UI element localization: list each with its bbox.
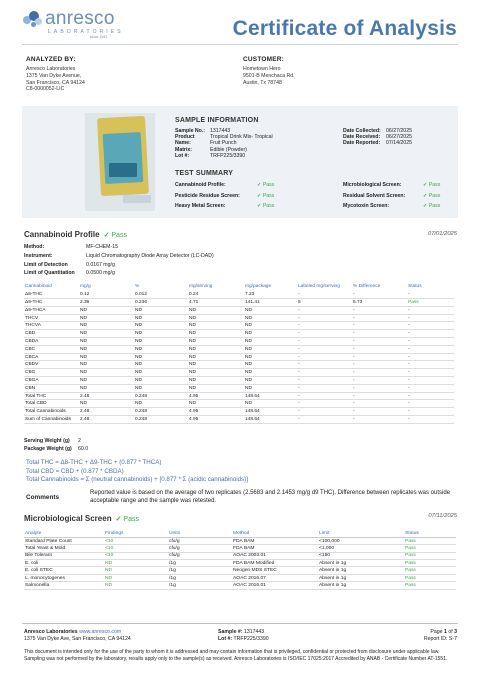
check-icon: ✓: [257, 182, 262, 188]
table-cell: ND: [134, 322, 188, 330]
table-cell: 4.71: [188, 299, 244, 307]
table-cell: -: [407, 392, 454, 400]
table-cell: -: [352, 361, 407, 369]
analyzed-by-label: ANALYZED BY:: [26, 56, 76, 63]
table-cell: ND: [244, 345, 297, 353]
table-cell: ND: [188, 384, 244, 392]
check-icon: ✓: [423, 203, 428, 210]
table-cell: Pass: [404, 537, 456, 544]
table-cell: Δ9-THC: [24, 299, 79, 307]
table-cell: ND: [188, 377, 244, 385]
table-cell: ND: [104, 582, 168, 589]
table-cell: Absent in 1g: [318, 574, 404, 581]
table-cell: -: [407, 306, 454, 314]
table-row: [24, 545, 456, 552]
table-cell: 2.36: [79, 299, 134, 307]
table-cell: -: [297, 369, 352, 377]
table-cell: -: [407, 314, 454, 322]
table-cell: ND: [79, 400, 134, 408]
micro-date: 07/11/2025: [428, 513, 457, 519]
table-cell: Total Cannabinoids: [24, 408, 79, 416]
table-cell: ND: [79, 330, 134, 338]
table-cell: -: [297, 338, 352, 346]
table-cell: -: [352, 314, 407, 322]
customer-address: Hometown Hero 9501-B Menchaca Rd. Austin, Tx 78748: [243, 66, 295, 86]
sample-info-left: Sample No.: 1317443 Product Tropical Drink Mix- Tropical Name: Fruit Punch Matrix: Edible (Powder) Lot #: TRFP225/3390: [175, 128, 273, 159]
disclaimer: This document is intended only for the use of the party to whom it is addressed and may contain information that is privileged, confidential or protected from disclosure under applicable law. Sampling was not performed by the laboratory, results apply only to the sample(s) as received. Anresco Laboratories is ISO/IEC 17025:2017 Accredited by ANAB - Certificate Number AT-1551.: [24, 649, 448, 662]
table-cell: Total THC: [24, 392, 79, 400]
table-cell: -: [297, 400, 352, 408]
table-cell: THCVA: [24, 322, 79, 330]
table-cell: 5: [297, 299, 352, 307]
table-cell: ND: [188, 306, 244, 314]
table-row: [24, 537, 456, 544]
website-link[interactable]: www.anresco.com: [79, 629, 122, 635]
table-cell: ND: [188, 322, 244, 330]
table-cell: Absent in 1g: [318, 567, 404, 574]
table-cell: -: [407, 369, 454, 377]
table-cell: -: [352, 306, 407, 314]
column-header: Units: [168, 530, 232, 537]
table-cell: ND: [188, 330, 244, 338]
table-cell: -: [407, 416, 454, 424]
column-header: Limit: [318, 530, 404, 537]
table-cell: -: [407, 361, 454, 369]
table-cell: /1g: [168, 560, 232, 567]
table-row: [24, 582, 456, 589]
table-cell: L. monocytogenes: [24, 574, 104, 581]
footer-lab: Anresco Laboratories www.anresco.com 1375 Van Dyke Ave, San Francisco, CA 94124: [24, 629, 131, 642]
table-cell: -: [297, 345, 352, 353]
micro-header: [24, 514, 139, 523]
table-cell: ND: [244, 369, 297, 377]
brand-since: since 1943: [90, 35, 108, 39]
table-cell: -: [297, 353, 352, 361]
cannabinoid-header: [24, 230, 127, 239]
table-cell: 148.64: [244, 416, 297, 424]
table-cell: FDA BAM: [232, 537, 318, 544]
table-cell: -: [407, 384, 454, 392]
cannabinoid-status: Pass: [111, 231, 127, 239]
table-cell: ND: [79, 322, 134, 330]
table-cell: -: [352, 416, 407, 424]
table-cell: ND: [244, 314, 297, 322]
table-cell: ND: [104, 560, 168, 567]
document-title: Certificate of Analysis: [232, 17, 457, 40]
customer-label: CUSTOMER:: [243, 56, 285, 63]
table-cell: -: [352, 330, 407, 338]
footer-sample: Sample #: 1317443 Lot #: TRFP225/3390: [218, 629, 269, 642]
cannabinoid-date: 07/01/2025: [427, 231, 457, 237]
table-cell: CBDA: [24, 338, 79, 346]
column-header: Method: [232, 530, 318, 537]
table-cell: ND: [79, 314, 134, 322]
table-cell: ND: [134, 330, 188, 338]
table-cell: ND: [79, 353, 134, 361]
table-cell: -: [352, 384, 407, 392]
table-cell: ND: [104, 574, 168, 581]
table-cell: ND: [244, 377, 297, 385]
footer-page: Page 1 of 3 Report ID: S-7: [423, 629, 457, 642]
table-cell: CBDV: [24, 361, 79, 369]
table-cell: 4.95: [188, 392, 244, 400]
table-row: [24, 322, 454, 330]
table-cell: -: [407, 322, 454, 330]
table-cell: -: [407, 400, 454, 408]
table-cell: ND: [244, 353, 297, 361]
brand-name: anresco: [45, 8, 115, 29]
table-cell: -: [352, 369, 407, 377]
column-header: Analyte: [24, 530, 104, 537]
weights: Serving Weight (g) 2 Package Weight (g) 60.0: [24, 438, 89, 453]
table-cell: 0.248: [134, 392, 188, 400]
table-cell: <1,000: [318, 545, 404, 552]
sample-info-right: Date Collected: 06/27/2025 Date Received: 06/27/2025 Date Reported: 07/14/2025: [343, 128, 412, 147]
table-cell: <10: [104, 552, 168, 559]
table-row: [24, 369, 454, 377]
table-cell: cfu/g: [168, 537, 232, 544]
table-cell: ND: [134, 353, 188, 361]
table-cell: ND: [188, 400, 244, 408]
table-cell: Pass: [404, 545, 456, 552]
table-cell: ND: [134, 384, 188, 392]
test-summary-title: TEST SUMMARY: [175, 170, 234, 177]
table-cell: Pass: [407, 299, 454, 307]
table-cell: CBG: [24, 369, 79, 377]
cannabinoid-title: Cannabinoid Profile: [24, 230, 100, 239]
table-cell: <150: [318, 552, 404, 559]
table-cell: ND: [244, 306, 297, 314]
table-cell: ND: [188, 369, 244, 377]
table-cell: 141.41: [244, 299, 297, 307]
footer-divider: [22, 623, 458, 624]
column-header: mg/package: [245, 284, 272, 290]
table-cell: ND: [188, 353, 244, 361]
table-cell: Pass: [404, 552, 456, 559]
table-cell: -: [297, 291, 352, 299]
column-header: Status: [404, 530, 456, 537]
table-cell: ND: [79, 338, 134, 346]
cannabinoid-meta: Method: MF-CHEM-15 Instrument: Liquid Chromatography Diode Array Detector (LC-DAD) Limit of Detection 0.0167 mg/g Limit of Quantitation 0.0500 mg/g: [24, 244, 214, 277]
column-header: Findings: [104, 530, 168, 537]
table-cell: 2.48: [79, 416, 134, 424]
table-cell: -: [352, 322, 407, 330]
table-cell: ND: [134, 314, 188, 322]
table-row: [24, 567, 456, 574]
table-cell: ND: [104, 567, 168, 574]
product-photo: [85, 113, 155, 211]
table-cell: ND: [134, 400, 188, 408]
table-cell: ND: [79, 345, 134, 353]
micro-header-row: [24, 530, 456, 537]
table-cell: -: [407, 353, 454, 361]
table-row: [24, 392, 454, 400]
table-cell: 0.12: [79, 291, 134, 299]
table-cell: THCV: [24, 314, 79, 322]
table-cell: 2.48: [79, 392, 134, 400]
table-cell: 0.248: [134, 416, 188, 424]
table-row: [24, 384, 454, 392]
table-cell: ND: [134, 361, 188, 369]
table-cell: Δ9-THCA: [24, 306, 79, 314]
table-cell: ND: [134, 345, 188, 353]
table-cell: /1g: [168, 582, 232, 589]
table-cell: ND: [79, 306, 134, 314]
table-cell: ND: [79, 384, 134, 392]
table-cell: E. coli STEC: [24, 567, 104, 574]
table-row: [24, 416, 454, 424]
table-cell: ND: [244, 384, 297, 392]
table-cell: Pass: [404, 582, 456, 589]
table-cell: -: [352, 338, 407, 346]
table-row: [24, 361, 454, 369]
table-row: [24, 338, 454, 346]
table-cell: CBN: [24, 384, 79, 392]
table-cell: -: [297, 361, 352, 369]
table-cell: Neogen MDS STEC: [232, 567, 318, 574]
table-row: [24, 400, 454, 408]
table-cell: Absent in 1g: [318, 560, 404, 567]
table-cell: 148.64: [244, 408, 297, 416]
table-row: [24, 574, 456, 581]
comments-text: Reported value is based on the average of two replicates (2.5683 and 2.1453 mg/g d9 THC). Difference between replicates was outside acceptable range and the sample was retested.: [90, 490, 450, 504]
table-cell: -: [297, 314, 352, 322]
table-cell: 0.248: [134, 408, 188, 416]
table-cell: -: [352, 353, 407, 361]
table-cell: 7.23: [244, 291, 297, 299]
check-icon: ✓: [115, 515, 122, 523]
table-cell: -: [297, 377, 352, 385]
brand-sub: LABORATORIES: [48, 29, 124, 35]
table-cell: ND: [134, 306, 188, 314]
table-cell: Absent in 1g: [318, 582, 404, 589]
table-row: [24, 560, 456, 567]
table-cell: 148.64: [244, 392, 297, 400]
column-header: Cannabinoid: [25, 284, 52, 290]
table-cell: -: [297, 408, 352, 416]
table-cell: ND: [188, 338, 244, 346]
column-header: % Difference: [353, 284, 381, 290]
table-cell: -: [407, 291, 454, 299]
table-cell: -: [352, 408, 407, 416]
check-icon: ✓: [423, 192, 428, 199]
table-row: [24, 314, 454, 322]
table-cell: Total Yeast & Mold: [24, 545, 104, 552]
check-icon: ✓: [423, 182, 428, 188]
table-cell: CBC: [24, 345, 79, 353]
table-cell: AOAC 2003.01: [232, 552, 318, 559]
table-cell: -: [407, 345, 454, 353]
table-cell: 2.48: [79, 408, 134, 416]
table-cell: -: [407, 377, 454, 385]
table-cell: -: [407, 408, 454, 416]
micro-table: [24, 530, 456, 590]
table-cell: Sum of Cannabinoids: [24, 416, 79, 424]
micro-status: Pass: [123, 515, 139, 523]
table-cell: ND: [188, 314, 244, 322]
test-summary-right: Microbiological Screen: ✓ Pass Residual Solvent Screen: ✓ Pass Mycotoxin Screen: ✓ Pass: [343, 182, 441, 210]
table-cell: AOAC 2016.01: [232, 582, 318, 589]
table-cell: CBGA: [24, 377, 79, 385]
table-cell: -: [352, 291, 407, 299]
table-cell: AOAC 2016.07: [232, 574, 318, 581]
table-cell: 4.95: [188, 408, 244, 416]
table-row: [24, 330, 454, 338]
sample-info-title: SAMPLE INFORMATION: [175, 117, 259, 124]
table-cell: 0.24: [188, 291, 244, 299]
table-row: [24, 291, 454, 299]
table-cell: -: [352, 345, 407, 353]
column-header: Status: [408, 284, 422, 290]
table-cell: <10: [104, 537, 168, 544]
table-cell: FDA BAM: [232, 545, 318, 552]
table-cell: 5.73: [352, 299, 407, 307]
table-cell: Δ8-THC: [24, 291, 79, 299]
table-cell: 0.236: [134, 299, 188, 307]
table-row: [24, 299, 454, 307]
table-cell: -: [297, 384, 352, 392]
table-cell: <10: [104, 545, 168, 552]
analyzed-by-address: Anresco Laboratories 1375 Van Dyke Avenue, San Francisco, CA 94124 C8-0000052-LIC: [26, 66, 85, 93]
table-cell: Pass: [404, 560, 456, 567]
table-cell: -: [297, 392, 352, 400]
table-row: [24, 552, 456, 559]
table-cell: ND: [79, 361, 134, 369]
table-cell: ND: [244, 400, 297, 408]
table-row: [24, 377, 454, 385]
cannabinoid-header-row: [24, 283, 454, 291]
formulas: Total THC = Δ8-THC + Δ9-THC + (0.877 * THCA) Total CBD = CBD + (0.877 * CBDA) Total Cannabinoids = Σ (neutral cannabinoids) + [0.877 * Σ (acidic cannabinoids)]: [26, 459, 248, 484]
table-cell: ND: [79, 369, 134, 377]
table-cell: ND: [134, 369, 188, 377]
table-row: [24, 345, 454, 353]
table-cell: E. coli: [24, 560, 104, 567]
column-header: mg/g: [80, 284, 91, 290]
table-row: [24, 408, 454, 416]
table-cell: ND: [244, 330, 297, 338]
table-cell: -: [297, 306, 352, 314]
table-cell: ND: [244, 322, 297, 330]
table-cell: <100,000: [318, 537, 404, 544]
table-cell: Standard Plate Count: [24, 537, 104, 544]
table-cell: Pass: [404, 567, 456, 574]
table-cell: 4.95: [188, 416, 244, 424]
table-cell: -: [352, 400, 407, 408]
table-cell: /1g: [168, 574, 232, 581]
table-cell: ND: [244, 361, 297, 369]
test-summary-left: Cannabinoid Profile: ✓ Pass Pesticide Residue Screen: ✓ Pass Heavy Metal Screen: ✓ Pass: [175, 182, 275, 210]
table-cell: Total CBD: [24, 400, 79, 408]
table-cell: ND: [134, 338, 188, 346]
check-icon: ✓: [103, 231, 110, 239]
table-cell: Bile Tolerant: [24, 552, 104, 559]
table-cell: /1g: [168, 567, 232, 574]
table-cell: ND: [134, 377, 188, 385]
comments-label: Comments: [26, 494, 60, 501]
table-cell: CBCA: [24, 353, 79, 361]
table-cell: -: [352, 392, 407, 400]
table-cell: -: [297, 330, 352, 338]
table-cell: cfu/g: [168, 552, 232, 559]
cannabinoid-table: [24, 283, 454, 424]
check-icon: ✓: [257, 203, 262, 210]
table-cell: -: [297, 416, 352, 424]
micro-title: Microbiological Screen: [24, 514, 112, 523]
table-cell: -: [352, 377, 407, 385]
table-cell: Pass: [404, 574, 456, 581]
table-cell: -: [407, 338, 454, 346]
column-header: %: [135, 284, 140, 290]
table-cell: ND: [244, 338, 297, 346]
table-cell: cfu/g: [168, 545, 232, 552]
table-row: [24, 353, 454, 361]
brand-logo-mark: [23, 9, 47, 33]
table-row: [24, 306, 454, 314]
table-cell: ND: [79, 377, 134, 385]
table-cell: -: [407, 330, 454, 338]
table-cell: CBD: [24, 330, 79, 338]
table-cell: ND: [188, 345, 244, 353]
column-header: mg/serving: [189, 284, 213, 290]
check-icon: ✓: [257, 192, 262, 199]
table-cell: 0.012: [134, 291, 188, 299]
table-cell: ND: [188, 361, 244, 369]
header-divider: [22, 44, 458, 45]
table-cell: Salmonella: [24, 582, 104, 589]
column-header: Labeled mg/serving: [298, 284, 340, 290]
table-cell: -: [297, 322, 352, 330]
table-cell: FDA BAM Modified: [232, 560, 318, 567]
